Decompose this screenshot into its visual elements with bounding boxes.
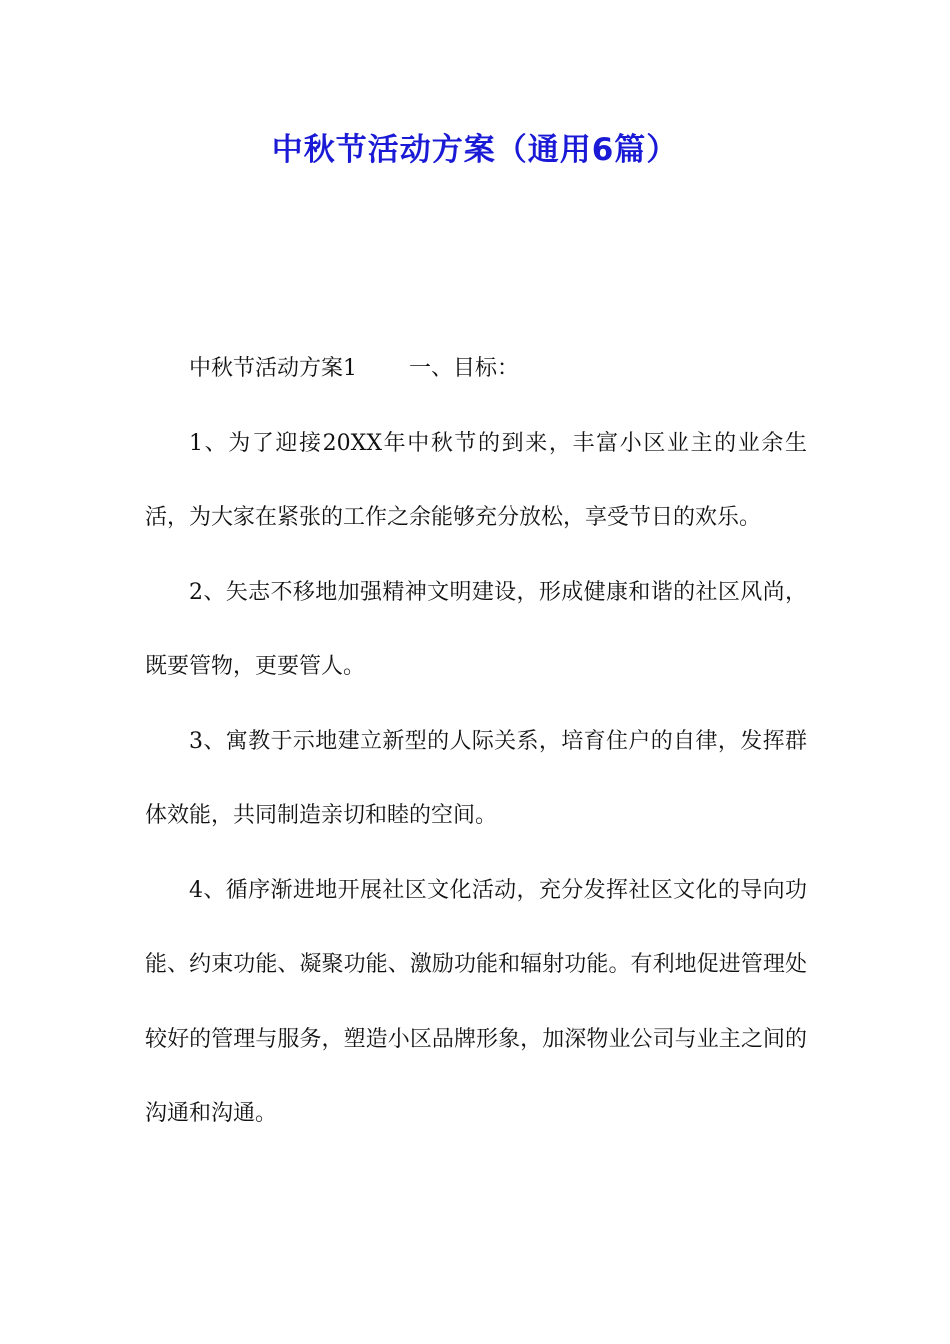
document-title: 中秋节活动方案（通用6篇）	[271, 132, 679, 168]
section-heading-line	[145, 332, 807, 407]
paragraph: 2、矢志不移地加强精神文明建设，形成健康和谐的社区风尚，既要管物，更要管人。	[145, 579, 807, 679]
document-body	[145, 332, 807, 1152]
paragraph: 3、寓教于示地建立新型的人际关系，培育住户的自律，发挥群体效能，共同制造亲切和睦的空间。	[145, 728, 807, 828]
paragraph: 1、为了迎接20XX年中秋节的到来，丰富小区业主的业余生活，为大家在紧张的工作之余能够充分放松，享受节日的欢乐。	[145, 430, 807, 530]
goal-subheading: 一、目标：	[409, 356, 520, 381]
plan-heading: 中秋节活动方案1	[189, 356, 357, 381]
paragraph: 4、循序渐进地开展社区文化活动，充分发挥社区文化的导向功能、约束功能、凝聚功能、激励功能和辐射功能。有利地促进管理处较好的管理与服务，塑造小区品牌形象，加深物业公司与业主之间的沟通和沟通。	[145, 877, 807, 1126]
